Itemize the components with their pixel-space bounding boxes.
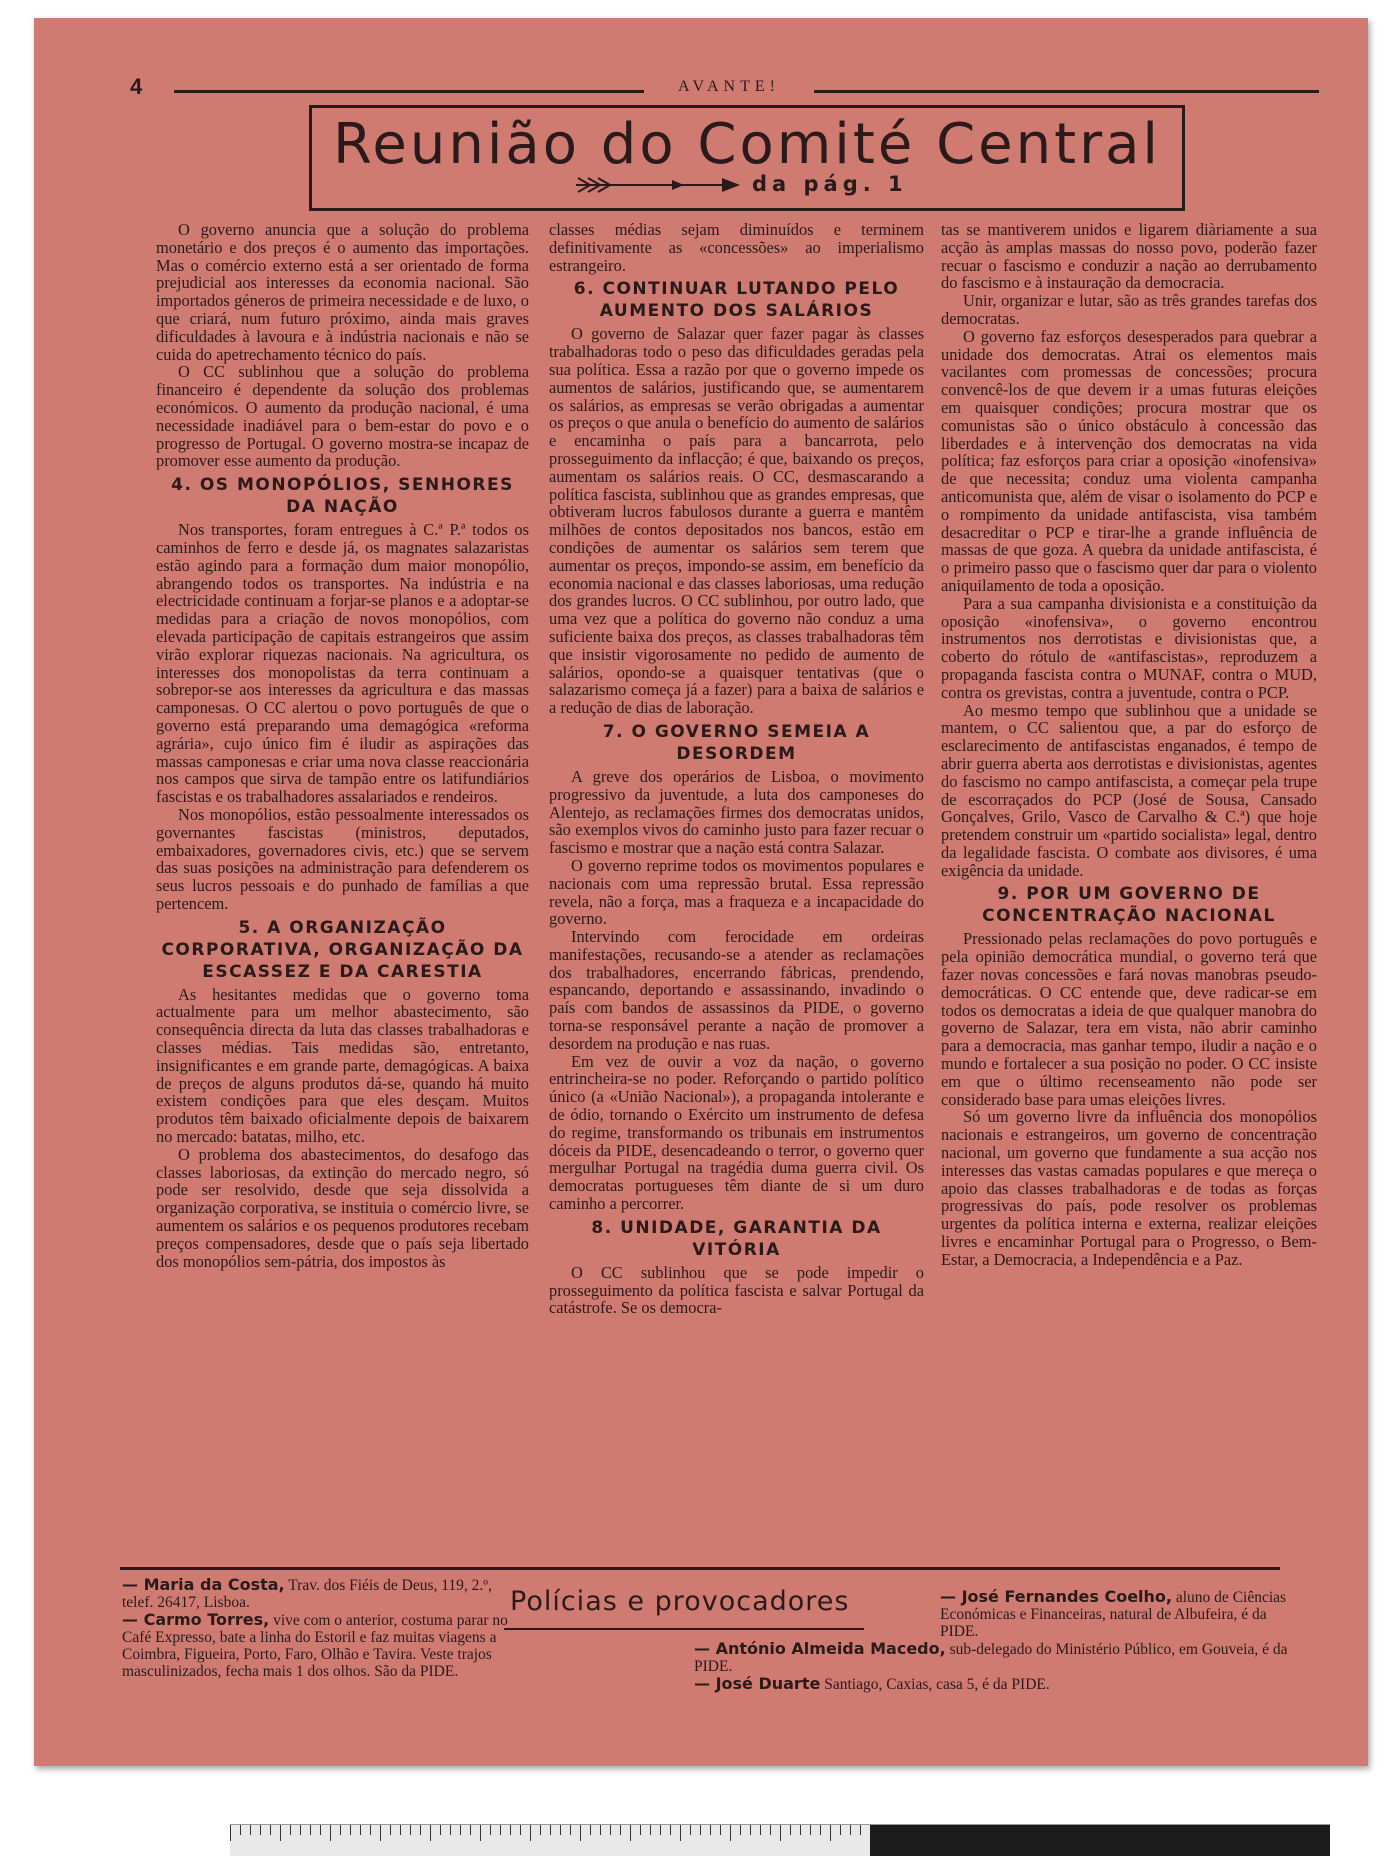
paragraph: A greve dos operários de Lisboa, o movimento progressivo da juventude, a luta dos camponeses do Alentejo, as reclamações firmes dos democratas unidos, são exemplos vivos do caminho justo para fazer recuar o fascismo e mostrar que a nação está contra Salazar. (549, 766, 924, 858)
paragraph: Pressionado pelas reclamações do povo português e pela opinião democrática mundial, o governo terá que fazer novas concessões e fará novas manobras pseudo-democráticas. O CC entende que, deve radicar-se em todos os democratas a ideia de que qualquer manobra do governo de Salazar, tera em vista, não abrir caminho para a democracia, mas ganhar tempo, iludir a nação e o mundo e fortalecer a sua posição no poder. O CC insiste em que o último recenseamento não pode ser considerado base para umas eleições livres. (941, 929, 1317, 1109)
ruler-minor-ticks (230, 1825, 870, 1835)
footer-entries-center (694, 1640, 1294, 1693)
column-3 (941, 221, 1317, 1269)
headline-continuation: da pág. 1 (752, 172, 908, 196)
paragraph: O governo de Salazar quer fazer pagar às classes trabalhadoras todo o peso das dificuldades geradas pela sua política. Essa a razão por que o governo impede os aumentos de salários, justificando que, se aumentarem os salários, as empresas se verão obrigadas a aumentar os preços o que anula o benefício do aumento de salários e encaminha o país para a bancarrota, pelo prosseguimento da inflacção; é que, baixando os preços, aumentam os salários reais. O CC, desmascarando a política fascista, sublinhou que as grandes empresas, que obtiveram lucros fabulosos durante a guerra e mantêm milhões de contos depositados nos bancos, estão em condições de aumentar os salários sem terem que aumentar os preços, impondo-se assim, em benefício da economia nacional e das classes laboriosas, uma redução dos grandes lucros. O CC sublinhou, por outro lado, que uma vez que a política do governo não conduz a uma suficiente baixa dos preços, as classes trabalhadoras têm que insistir vigorosamente no pedido de aumento de salários, opondo-se a quaisquer tentativas (que o salazarismo começa já a fazer) para a baixa de salários e a redução de dias de laboração. (549, 324, 924, 718)
page-number: 4 (130, 74, 143, 99)
person-name: — António Almeida Macedo, (694, 1639, 946, 1658)
masthead: AVANTE! (678, 78, 780, 95)
paragraph: Nos transportes, foram entregues à C.ª P.ª todos os caminhos de ferro e desde já, os magnates salazaristas estão agindo para a formação dum maior monopólio, abrangendo todos os transportes. Na indústria e na electricidade continuam a forjar-se planos e a adoptar-se medidas para a criação de novos monopólios, com elevada participação de capitais estrangeiros que assim virão explorar riquezas nacionais. Na agricultura, os interesses dos monopolistas da terra continuam a sobrepor-se aos interesses da agricultura e das massas camponesas. O CC alertou o povo português de que o governo está preparando uma demagógica «reforma agrária», cujo único fim é iludir as aspirações das massas camponesas e criar uma nova classe reaccionária nos campos que sirva de tampão entre os latifundiários fascistas e os trabalhadores assalariados e rendeiros. (156, 520, 529, 807)
footer-entries-left (122, 1576, 522, 1680)
entry-text: vive com o anterior, costuma parar no Café Expresso, bate a linha do Estoril e faz muitas viagens a Coimbra, Figueira, Porto, Faro, Olhão e Tavira. Veste trajos masculinizados, fecha mais 1 dos olhos. São da PIDE. (122, 1612, 508, 1680)
column-2 (549, 221, 924, 1317)
entry-text: sub-delegado do Ministério Público, em Gouveia, é da PIDE. (694, 1641, 1288, 1675)
footer-entry (694, 1675, 1294, 1693)
paragraph: tas se mantiverem unidos e ligarem diàriamente a sua acção às amplas massas do nosso povo, poderão fazer recuar o fascismo e conduzir a nação ao derrubamento do fascismo e à instauração da democracia. (941, 220, 1317, 293)
paragraph: Só um governo livre da influência dos monopólios nacionais e estrangeiros, um governo de concentração nacional, um governo que fundamente a sua acção nos interesses das vastas camadas populares e que mereça o apoio das classes trabalhadoras e de todas as forças progressivas do país, pode resolver os problemas urgentes da política interna e externa, realizar eleições livres e encaminhar Portugal para o Progresso, o Bem-Estar, a Democracia, a Independência e a Paz. (941, 1107, 1317, 1269)
paragraph: Nos monopólios, estão pessoalmente interessados os governantes fascistas (ministros, deputados, embaixadores, governadores civis, etc.) que se servem das suas posições na administração para defenderem os seus lucros pessoais e do punhado de famílias a que pertencem. (156, 804, 529, 913)
person-name: — José Fernandes Coelho, (940, 1587, 1172, 1606)
newspaper-page (34, 18, 1368, 1766)
masthead-rule-right (814, 90, 1319, 93)
entry-text: Santiago, Caxias, casa 5, é da PIDE. (820, 1676, 1050, 1693)
scan-ruler (230, 1824, 1330, 1856)
arrow-right-icon (572, 174, 742, 196)
entry-text: Trav. dos Fiéis de Deus, 119, 2.º, telef. 26417, Lisboa. (122, 1577, 492, 1611)
section-heading-5: 5. A ORGANIZAÇÃO CORPORATIVA, ORGANIZAÇÃO DA ESCASSEZ E DA CARESTIA (161, 917, 524, 982)
paragraph: O governo faz esforços desesperados para quebrar a unidade dos democratas. Atrai os elementos mais vacilantes com promessas de concessões; procura convencê-los de que devem ir a umas futuras eleições em quaisquer condições; procura mostrar que os comunistas são o único obstáculo à concessão das liberdades e à intervenção dos democratas na vida política; faz esforços para criar a oposição «inofensiva» de que necessita; conduz uma violenta campanha anticomunista que, além de visar o isolamento do PCP e o rompimento da unidade antifascista, visa também desacreditar o PCP e tirar-lhe a grande influência de massas de que goza. A quebra da unidade antifascista, é o primeiro passo que o fascismo quer dar para o violento aniquilamento de toda a oposição. (941, 326, 1317, 595)
footer-heading-rule (504, 1628, 864, 1630)
headline-title: Reunião do Comité Central (333, 112, 1161, 177)
paragraph: classes médias sejam diminuídos e terminem definitivamente as «concessões» ao imperialismo estrangeiro. (549, 220, 924, 275)
paragraph: O governo reprime todos os movimentos populares e nacionais com uma repressão brutal. Essa repressão revela, não a força, mas a fraqueza e a incapacidade do governo. (549, 855, 924, 929)
section-heading-8: 8. UNIDADE, GARANTIA DA VITÓRIA (591, 1217, 882, 1260)
paragraph: Unir, organizar e lutar, são as três grandes tarefas dos democratas. (941, 291, 1317, 328)
paragraph: Ao mesmo tempo que sublinhou que a unidade se mantem, o CC salientou que, a par do esforço de esclarecimento de antifascistas enganados, é tempo de abrir guerra aberta aos derrotistas e divisionistas, agentes do fascismo no campo antifascista, a começar pela trupe de escorraçados do PCP (José de Sousa, Cansado Gonçalves, Grilo, Vasco de Carvalho & C.ª) que hoje pretendem construir um «partido socialista» legal, dentro da legalidade fascista. O combate aos divisores, é uma exigência da unidade. (941, 700, 1317, 880)
paragraph: O governo anuncia que a solução do problema monetário e dos preços é o aumento das importações. Mas o comércio externo está a ser orientado de forma prejudicial aos interesses da economia nacional. São importados géneros de primeira necessidade e de luxo, o que criará, num futuro próximo, ainda mais graves dificuldades à lavoura e à indústria nacionais e não se cuida do apetrechamento técnico do país. (156, 220, 529, 364)
footer-entry-right (940, 1588, 1300, 1640)
paragraph: As hesitantes medidas que o governo toma actualmente para um melhor abastecimento, são consequência directa da luta das classes trabalhadoras e classes médias. Tais medidas são, entretanto, insignificantes e em grande parte, demagógicas. A baixa de preços de alguns produtos dá-se, quando há muito existem condições para que eles desçam. Muitos produtos têm baixado oficialmente depois de baixarem no mercado: batatas, milho, etc. (156, 984, 529, 1147)
masthead-rule-left (174, 90, 644, 93)
paragraph: Intervindo com ferocidade em ordeiras manifestações, recusando-se a atender as reclamações dos trabalhadores, encerrando fábricas, prendendo, espancando, deportando e assassinando, invadindo o país com bandos de assassinos da PIDE, o governo torna-se responsável perante a nação de promover a desordem na produção e nas ruas. (549, 927, 924, 1053)
section-heading-9: 9. POR UM GOVERNO DE CONCENTRAÇÃO NACIONAL (982, 884, 1276, 927)
section-heading-7: 7. O GOVERNO SEMEIA A DESORDEM (602, 721, 871, 764)
paragraph: O problema dos abastecimentos, do desafogo das classes laboriosas, da extinção do mercado negro, só pode ser resolvido, desde que seja dissolvida a organização corporativa, se instituia o comércio livre, se aumentem os salários e os pequenos produtores recebam preços compensadores, desde que o país seja libertado dos monopólios sem-pátria, dos impostos às (156, 1144, 529, 1271)
footer-entry (122, 1611, 522, 1680)
footer-entry (122, 1576, 522, 1611)
column-1 (156, 221, 529, 1270)
person-name: — Maria da Costa, (122, 1575, 285, 1594)
section-heading-6: 6. CONTINUAR LUTANDO PELO AUMENTO DOS SALÁRIOS (573, 279, 900, 322)
person-name: — Carmo Torres, (122, 1610, 270, 1629)
entry-text: aluno de Ciências Económicas e Financeiras, natural de Albufeira, é da PIDE. (940, 1589, 1287, 1640)
footer-heading: Polícias e provocadores (510, 1586, 850, 1617)
paragraph: Para a sua campanha divisionista e a constituição da oposição «inofensiva», o governo encontrou instrumentos nos derrotistas e divisionistas que, a coberto do rótulo de «antifascistas», reproduzem a propaganda fascista contra o MUNAF, contra o MUD, contra os grevistas, contra a juventude, contra o PCP. (941, 593, 1317, 702)
person-name: — José Duarte (694, 1674, 821, 1693)
footer-divider (120, 1567, 1280, 1570)
paragraph: Em vez de ouvir a voz da nação, o governo entrincheira-se no poder. Reforçando o partido político único (a «União Nacional»), a propaganda intolerante e de ódio, tornando o Exército um instrumento de defesa do regime, transformando os tribunais em instrumentos dóceis da PIDE, desencadeando o terror, o governo quer mergulhar Portugal na tragédia duma guerra civil. Os democratas portugueses têm diante de si um duro caminho a percorrer. (549, 1051, 924, 1214)
paragraph: O CC sublinhou que a solução do problema financeiro é dependente da solução dos problemas económicos. O aumento da produção nacional, é uma necessidade inadiável para o bem-estar do povo e o progresso de Portugal. O governo mostra-se incapaz de promover esse aumento da produção. (156, 362, 529, 471)
footer-entry (694, 1640, 1294, 1675)
ruler-black-bar (870, 1825, 1330, 1856)
headline-banner (309, 105, 1185, 211)
paragraph: O CC sublinhou que se pode impedir o prosseguimento da política fascista e salvar Portugal da catástrofe. Se os democra- (549, 1262, 924, 1318)
section-heading-4: 4. OS MONOPÓLIOS, SENHORES DA NAÇÃO (171, 475, 514, 518)
